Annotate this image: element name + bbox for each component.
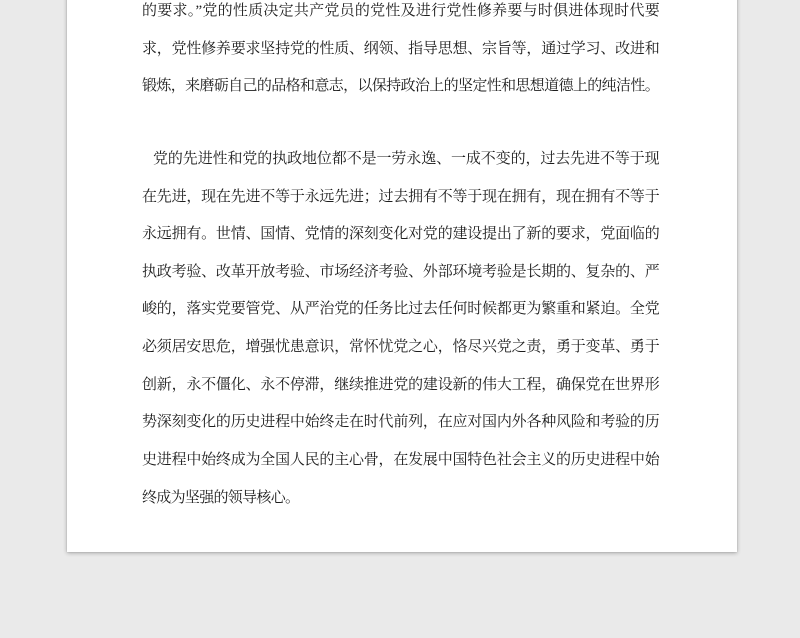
document-text-line: 势深刻变化的历史进程中始终走在时代前列，在应对国内外各种风险和考验的历	[142, 414, 659, 431]
document-text-line: 终成为坚强的领导核心。	[142, 489, 300, 506]
document-text	[142, 0, 659, 517]
document-text-line: 创新，永不僵化、永不停滞，继续推进党的建设新的伟大工程，确保党在世界形	[142, 376, 659, 393]
document-page	[67, 0, 737, 552]
document-text-line: 求，党性修养要求坚持党的性质、纲领、指导思想、宗旨等，通过学习、改进和	[142, 40, 659, 57]
document-text-line: 在先进，现在先进不等于永远先进；过去拥有不等于现在拥有，现在拥有不等于	[142, 188, 659, 205]
document-text-line: 必须居安思危，增强忧患意识，常怀忧党之心，恪尽兴党之责，勇于变革、勇于	[142, 339, 659, 356]
paragraph	[142, 141, 659, 517]
document-text-line: 史进程中始终成为全国人民的主心骨，在发展中国特色社会主义的历史进程中始	[142, 452, 659, 469]
paragraph	[142, 0, 659, 106]
document-text-line: 党的先进性和党的执政地位都不是一劳永逸、一成不变的，过去先进不等于现	[153, 150, 659, 167]
document-text-line: 锻炼，来磨砺自己的品格和意志，以保持政治上的坚定性和思想道德上的纯洁性。	[142, 78, 659, 95]
document-text-line: 的要求。”党的性质决定共产党员的党性及进行党性修养要与时俱进体现时代要	[142, 3, 659, 19]
document-text-line: 永远拥有。世情、国情、党情的深刻变化对党的建设提出了新的要求，党面临的	[142, 226, 659, 243]
document-text-line: 执政考验、改革开放考验、市场经济考验、外部环境考验是长期的、复杂的、严	[142, 263, 659, 280]
document-text-line: 峻的，落实党要管党、从严治党的任务比过去任何时候都更为繁重和紧迫。全党	[142, 301, 659, 318]
